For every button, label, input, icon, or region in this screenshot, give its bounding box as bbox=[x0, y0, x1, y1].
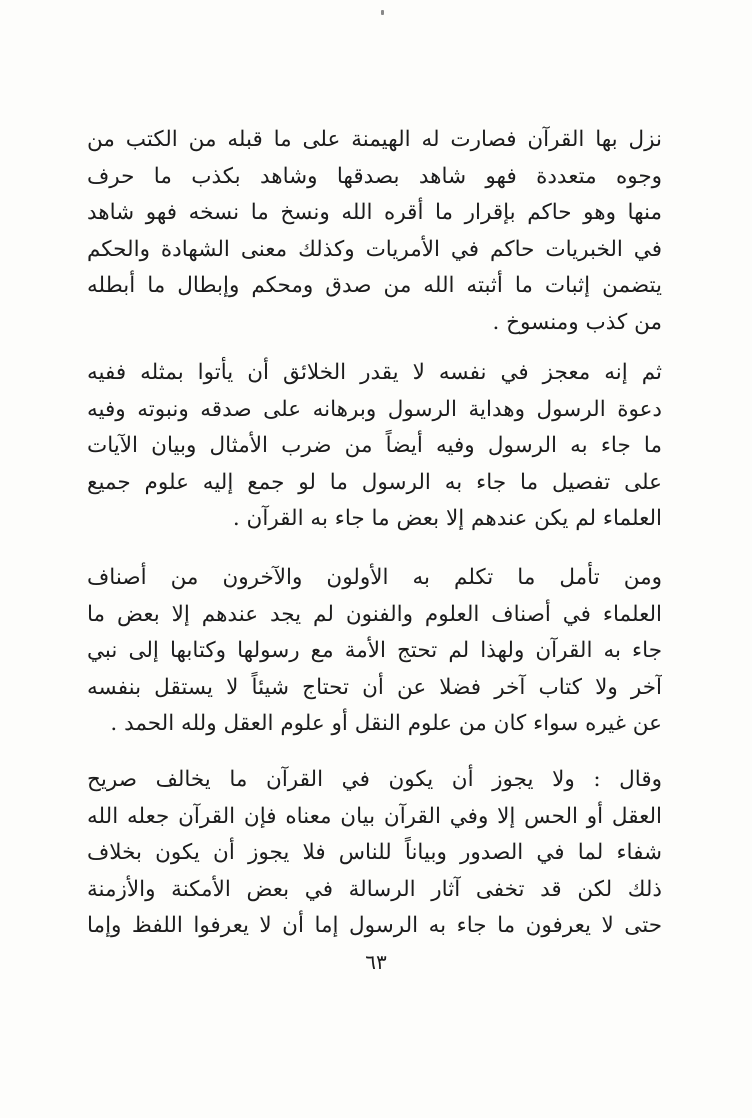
paragraph-line: يتضمن إثبات ما أثبته الله من صدق ومحكم وإبطال ما أبطله bbox=[87, 273, 662, 298]
paragraph-line: آخر ولا كتاب آخر فضلا عن أن تحتاج شيئاً لا يستقل بنفسه bbox=[87, 674, 662, 700]
paragraph-4 bbox=[87, 762, 662, 945]
paragraph-line: دعوة الرسول وهداية الرسول وبرهانه على صدقه ونبوته وفيه bbox=[87, 396, 662, 422]
paragraph-line: ثم إنه معجز في نفسه لا يقدر الخلائق أن يأتوا بمثله ففيه bbox=[87, 360, 662, 385]
paragraph-line: العقل أو الحس إلا وفي القرآن بيان معناه فإن القرآن جعله الله bbox=[87, 803, 662, 829]
paragraph-line: ذلك لكن قد تخفى آثار الرسالة في بعض الأمكنة والأزمنة bbox=[87, 876, 662, 902]
paragraph-line: ما جاء به الرسول وفيه أيضاً من ضرب الأمثال وبيان الآيات bbox=[87, 433, 662, 458]
paragraph-line: وقال : ولا يجوز أن يكون في القرآن ما يخالف صريح bbox=[87, 767, 662, 792]
paragraph-line: وجوه متعددة فهو شاهد بصدقها وشاهد بكذب ما حرف bbox=[87, 163, 662, 189]
paragraph-line: العلماء في أصناف العلوم والفنون لم يجد عندهم إلا بعض ما bbox=[87, 601, 662, 627]
paragraph-3 bbox=[87, 560, 662, 743]
paragraph-line: العلماء لم يكن عندهم إلا بعض ما جاء به القرآن . bbox=[232, 506, 662, 531]
paragraph-line: عن غيره سواء كان من علوم النقل أو علوم العقل ولله الحمد . bbox=[110, 711, 662, 736]
paragraph-line: على تفصيل ما جاء به الرسول ما لو جمع إليه علوم جميع bbox=[87, 469, 662, 495]
paragraph-line: نزل بها القرآن فصارت له الهيمنة على ما قبله من الكتب من bbox=[87, 127, 662, 152]
paragraph-1 bbox=[87, 122, 662, 341]
paragraph-line: جاء به القرآن ولهذا لم تحتج الأمة مع رسولها وكتابها إلى نبي bbox=[87, 638, 662, 663]
paragraph-line: شفاء لما في الصدور وبياناً للناس فلا يجوز أن يكون بخلاف bbox=[87, 840, 662, 865]
paragraph-line: ومن تأمل ما تكلم به الأولون والآخرون من أصناف bbox=[87, 565, 662, 590]
page-number: ٦٣ bbox=[365, 950, 387, 974]
paragraph-line: في الخبريات حاكم في الأمريات وكذلك معنى الشهادة والحكم bbox=[87, 236, 662, 262]
paragraph-line: منها وهو حاكم بإقرار ما أقره الله ونسخ ما نسخه فهو شاهد bbox=[87, 200, 662, 225]
paragraph-line: من كذب ومنسوخ . bbox=[492, 309, 662, 335]
paragraph-line: حتى لا يعرفون ما جاء به الرسول إما أن لا يعرفوا اللفظ وإما bbox=[87, 913, 662, 938]
print-speck bbox=[381, 10, 384, 15]
paragraph-2 bbox=[87, 355, 662, 538]
